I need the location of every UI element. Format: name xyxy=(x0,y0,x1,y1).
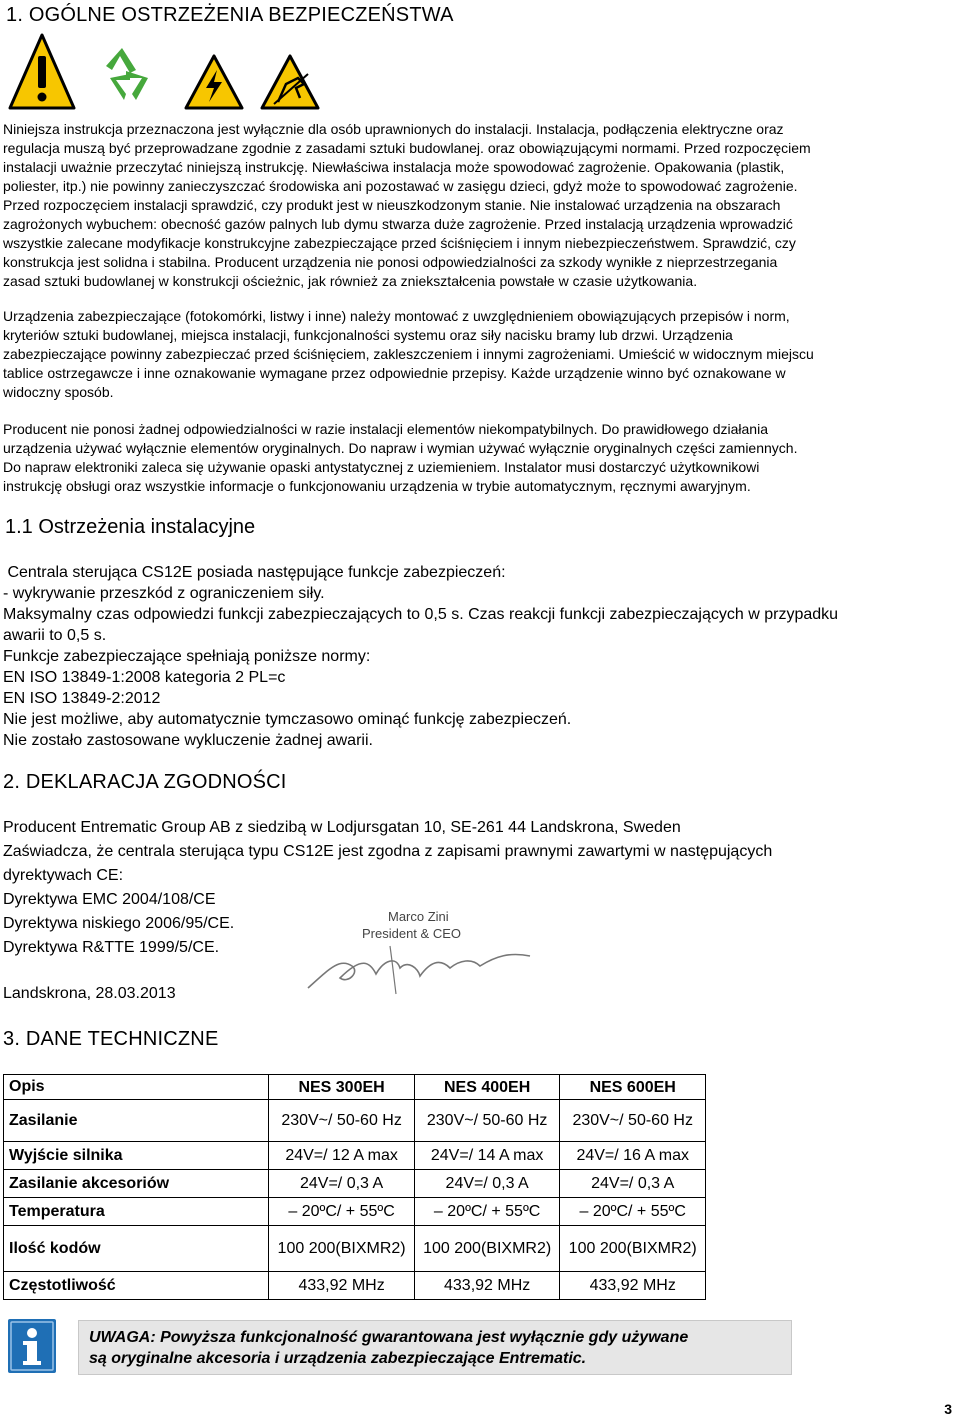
section-2-title: 2. DEKLARACJA ZGODNOŚCI xyxy=(3,771,287,793)
safety-paragraph-2: Urządzenia zabezpieczające (fotokomórki, listwy i inne) należy montować z uwzględnieniem obowiązujących przepisów i norm, kryteriów sztuki budowlanej, miejsca instalacji, funkcjonalności systemu oraz siły nacisku bramy lub drzwi. Urządzenia zabezpieczające powinny zabezpieczać przed ściśnięciem, zakleszczeniem i innymi zagrożeniami. Umieścić w widocznym miejscu tablice ostrzegawcze i inne oznakowanie wymagane przez odpowiednie przepisy. Każde urządzenie winno być oznakowane w widoczny sposób. xyxy=(3,308,814,400)
table-row xyxy=(4,1272,706,1300)
warning-icons-row xyxy=(8,32,328,114)
table-header-row xyxy=(4,1075,706,1100)
safety-paragraph-1: Niniejsza instrukcja przeznaczona jest wyłącznie dla osób uprawnionych do instalacji. Instalacja, podłączenia elektryczne oraz regulacja muszą być przeprowadzane zgodnie z zasadami sztuki budowlanej. oraz obowiązującymi normami. Przed rozpoczęciem instalacji uważnie przeczytać niniejszą instrukcję. Niewłaściwa instalacja może spowodować zagrożenie. Opakowania (plastik, poliester, itp.) nie powinny zanieczyszczać środowiska ani pozostawać w zasięgu dzieci, gdyż może to spowodować zagrożenie. Przed rozpoczęciem instalacji sprawdzić, czy produkt jest w nieuszkodzonym stanie. Nie instalować urządzenia na obszarach zagrożonych wybuchem: obecność gazów palnych lub dymu stwarza duże zagrożenie. Przed instalacją urządzenia wprowadzić wszystkie zalecane modyfikacje konstrukcyjne zabezpieczające przed ściśnięciem i innym niebezpieczeństwem. Sprawdzić, czy konstrukcja jest solidna i stabilna. Producent urządzenia nie ponosi odpowiedzialności za szkody wynikłe z nieprzestrzegania zasad sztuki budowlanej w konstrukcji ościeżnic, jak również za zniekształcenia powstałe w czasie użytkowania. xyxy=(3,121,811,289)
signature-block xyxy=(362,908,522,942)
table-cell: 100 200(BIXMR2) xyxy=(414,1226,560,1272)
signature-name: Marco Zini xyxy=(388,909,449,924)
table-cell: – 20ºC/ + 55ºC xyxy=(269,1198,415,1226)
technical-data-table xyxy=(3,1074,706,1300)
table-cell-label: Temperatura xyxy=(4,1198,269,1226)
table-header-cell: NES 600EH xyxy=(560,1075,706,1100)
table-cell: 100 200(BIXMR2) xyxy=(269,1226,415,1272)
general-warning-icon xyxy=(10,35,74,108)
warning-note-box xyxy=(78,1320,792,1375)
table-row xyxy=(4,1198,706,1226)
place-and-date: Landskrona, 28.03.2013 xyxy=(3,985,176,1002)
table-cell: 433,92 MHz xyxy=(269,1272,415,1300)
table-cell: 24V=/ 16 A max xyxy=(560,1142,706,1170)
note-line-2: są oryginalne akcesoria i urządzenia zabezpieczające Entrematic. xyxy=(89,1350,587,1367)
table-cell: 24V=/ 0,3 A xyxy=(560,1170,706,1198)
info-icon xyxy=(8,1319,56,1373)
table-cell: 24V=/ 0,3 A xyxy=(269,1170,415,1198)
table-header-cell: NES 300EH xyxy=(269,1075,415,1100)
section-1-1-title: 1.1 Ostrzeżenia instalacyjne xyxy=(5,516,256,538)
table-header-cell: Opis xyxy=(4,1075,269,1100)
table-cell: – 20ºC/ + 55ºC xyxy=(560,1198,706,1226)
signature-role: President & CEO xyxy=(362,926,461,941)
table-cell: 100 200(BIXMR2) xyxy=(560,1226,706,1272)
table-cell: 230V~/ 50-60 Hz xyxy=(414,1100,560,1142)
table-cell: 230V~/ 50-60 Hz xyxy=(269,1100,415,1142)
section-3-title: 3. DANE TECHNICZNE xyxy=(3,1028,219,1050)
table-cell: – 20ºC/ + 55ºC xyxy=(414,1198,560,1226)
handwritten-signature xyxy=(300,938,560,998)
table-cell: 433,92 MHz xyxy=(414,1272,560,1300)
recycle-icon xyxy=(106,48,148,100)
table-row xyxy=(4,1142,706,1170)
page-number: 3 xyxy=(944,1401,952,1417)
table-row xyxy=(4,1100,706,1142)
note-line-1: UWAGA: Powyższa funkcjonalność gwarantowana jest wyłącznie gdy używane xyxy=(89,1329,689,1346)
section-1-title: 1. OGÓLNE OSTRZEŻENIA BEZPIECZEŃSTWA xyxy=(6,4,454,26)
table-cell: 433,92 MHz xyxy=(560,1272,706,1300)
table-cell: 24V=/ 0,3 A xyxy=(414,1170,560,1198)
table-row xyxy=(4,1170,706,1198)
table-cell-label: Częstotliwość xyxy=(4,1272,269,1300)
table-cell: 24V=/ 14 A max xyxy=(414,1142,560,1170)
declaration-text: Producent Entrematic Group AB z siedzibą w Lodjursgatan 10, SE-261 44 Landskrona, Sweden Zaświadcza, że centrala sterująca typu CS12E jest zgodna z zapisami prawnymi zawartymi w następujących dyrektywach CE: Dyrektywa EMC 2004/108/CE Dyrektywa niskiego 2006/95/CE. Dyrektywa R&TTE 1999/5/CE. xyxy=(3,819,773,956)
table-cell: 24V=/ 12 A max xyxy=(269,1142,415,1170)
table-cell-label: Zasilanie xyxy=(4,1100,269,1142)
installation-warnings-text: Centrala sterująca CS12E posiada następujące funkcje zabezpieczeń: - wykrywanie przeszkód z ograniczeniem siły. Maksymalny czas odpowiedzi funkcji zabezpieczających to 0,5 s. Czas reakcji funkcji zabezpieczających w przypadku awarii to 0,5 s. Funkcje zabezpieczające spełniają poniższe normy: EN ISO 13849-1:2008 kategoria 2 PL=c EN ISO 13849-2:2012 Nie jest możliwe, aby automatycznie tymczasowo ominąć funkcję zabezpieczeń. Nie zostało zastosowane wykluczenie żadnej awarii. xyxy=(3,564,839,749)
table-cell-label: Ilość kodów xyxy=(4,1226,269,1272)
esd-sensitive-icon xyxy=(262,56,318,108)
table-header-cell: NES 400EH xyxy=(414,1075,560,1100)
safety-paragraph-3: Producent nie ponosi żadnej odpowiedzialności w razie instalacji elementów niekompatybilnych. Do prawidłowego działania urządzenia używać wyłącznie elementów oryginalnych. Do napraw i wymian używać wyłącznie oryginalnych części zamiennych. Do napraw elektroniki zaleca się używanie opaski antystatycznej z uziemieniem. Instalator musi dostarczyć użytkownikowi instrukcję obsługi oraz wszystkie informacje o funkcjonowaniu urządzenia w trybie automatycznym, ręcznymi awaryjnym. xyxy=(3,421,798,494)
table-cell-label: Wyjście silnika xyxy=(4,1142,269,1170)
table-row xyxy=(4,1226,706,1272)
electrical-hazard-icon xyxy=(186,56,242,108)
table-cell: 230V~/ 50-60 Hz xyxy=(560,1100,706,1142)
table-cell-label: Zasilanie akcesoriów xyxy=(4,1170,269,1198)
